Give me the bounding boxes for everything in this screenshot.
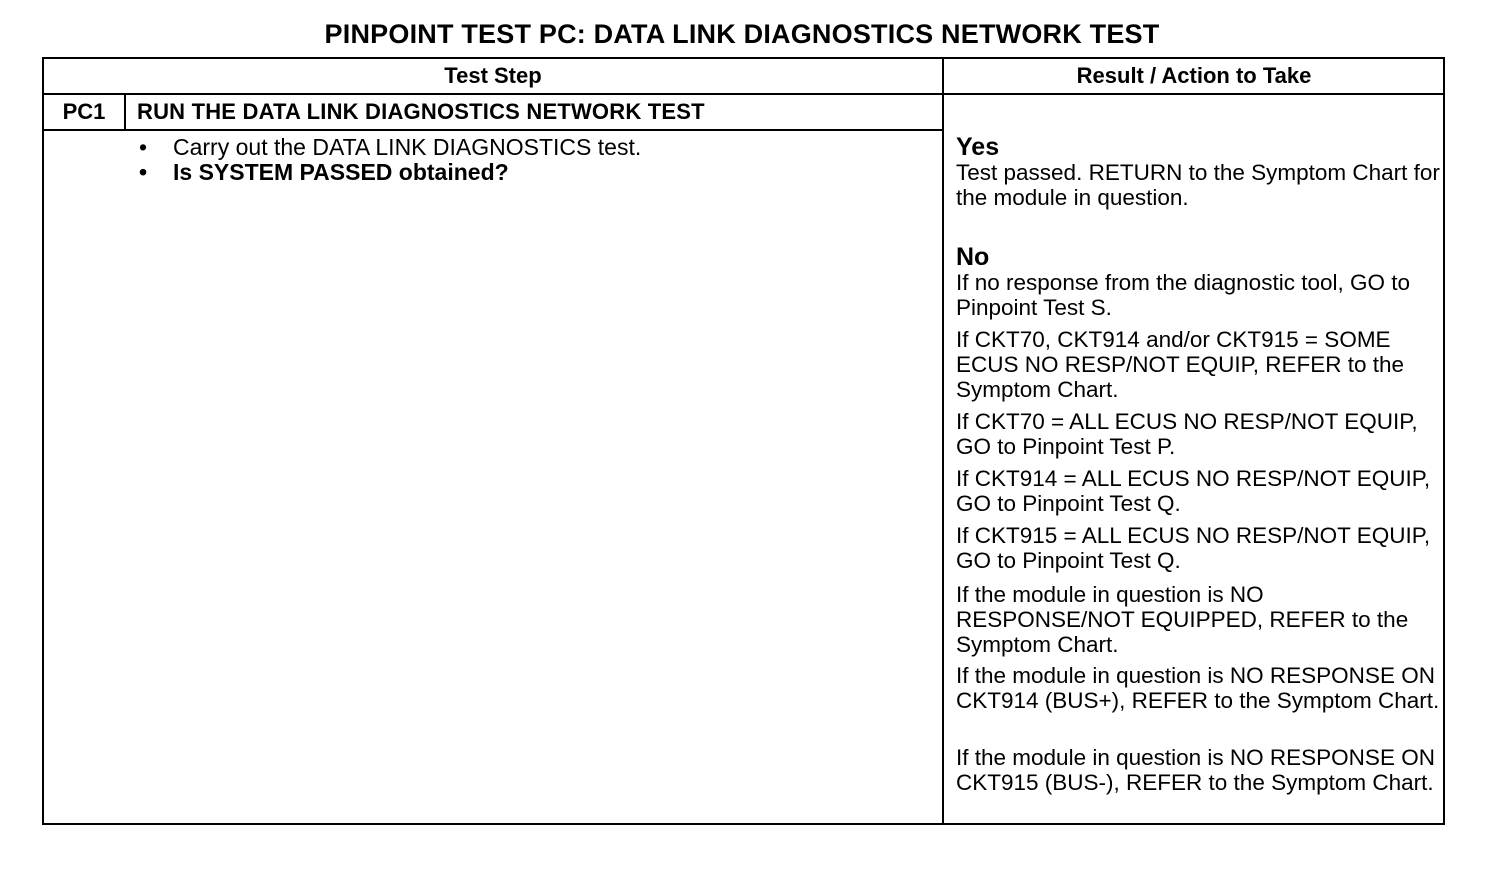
- result-no-item: If CKT70 = ALL ECUS NO RESP/NOT EQUIP, GO to Pinpoint Test P.: [956, 409, 1418, 459]
- step-id-divider: [124, 93, 126, 130]
- result-no-item: If the module in question is NO RESPONSE ON CKT915 (BUS-), REFER to the Symptom Chart.: [956, 745, 1435, 795]
- result-no-label: No: [956, 243, 990, 271]
- step-id: PC1: [62, 99, 106, 124]
- bullet-icon: •: [138, 159, 148, 185]
- result-yes: [956, 134, 1440, 210]
- column-divider: [942, 57, 944, 825]
- result-yes-label: Yes: [956, 133, 1000, 161]
- result-no-label-block: [956, 244, 1440, 270]
- result-yes-text: Test passed. RETURN to the Symptom Chart for the module in question.: [956, 160, 1440, 210]
- column-header-result: Result / Action to Take: [1076, 63, 1312, 88]
- result-no-item: If no response from the diagnostic tool, GO to Pinpoint Test S.: [956, 270, 1410, 320]
- bullet-icon: •: [138, 134, 148, 160]
- step-instructions: [133, 135, 641, 185]
- instruction-text: Carry out the DATA LINK DIAGNOSTICS test.: [173, 134, 642, 160]
- page-title: PINPOINT TEST PC: DATA LINK DIAGNOSTICS NETWORK TEST: [324, 19, 1160, 49]
- result-no-item: If the module in question is NO RESPONSE ON CKT914 (BUS+), REFER to the Symptom Chart.: [956, 663, 1440, 713]
- column-header-test-step: Test Step: [444, 63, 542, 88]
- result-no-item: If CKT914 = ALL ECUS NO RESP/NOT EQUIP, GO to Pinpoint Test Q.: [956, 466, 1431, 516]
- result-no-item: If the module in question is NO RESPONSE/NOT EQUIPPED, REFER to the Symptom Chart.: [956, 582, 1409, 657]
- result-no-item: If CKT915 = ALL ECUS NO RESP/NOT EQUIP, GO to Pinpoint Test Q.: [956, 523, 1431, 573]
- step-title: RUN THE DATA LINK DIAGNOSTICS NETWORK TEST: [137, 99, 705, 124]
- instruction-text: Is SYSTEM PASSED obtained?: [173, 159, 509, 185]
- instruction-question: [133, 160, 641, 185]
- step-row-divider: [42, 129, 943, 131]
- instruction-item: [133, 135, 641, 160]
- result-no-item: If CKT70, CKT914 and/or CKT915 = SOME ECUS NO RESP/NOT EQUIP, REFER to the Symptom Chart.: [956, 327, 1405, 402]
